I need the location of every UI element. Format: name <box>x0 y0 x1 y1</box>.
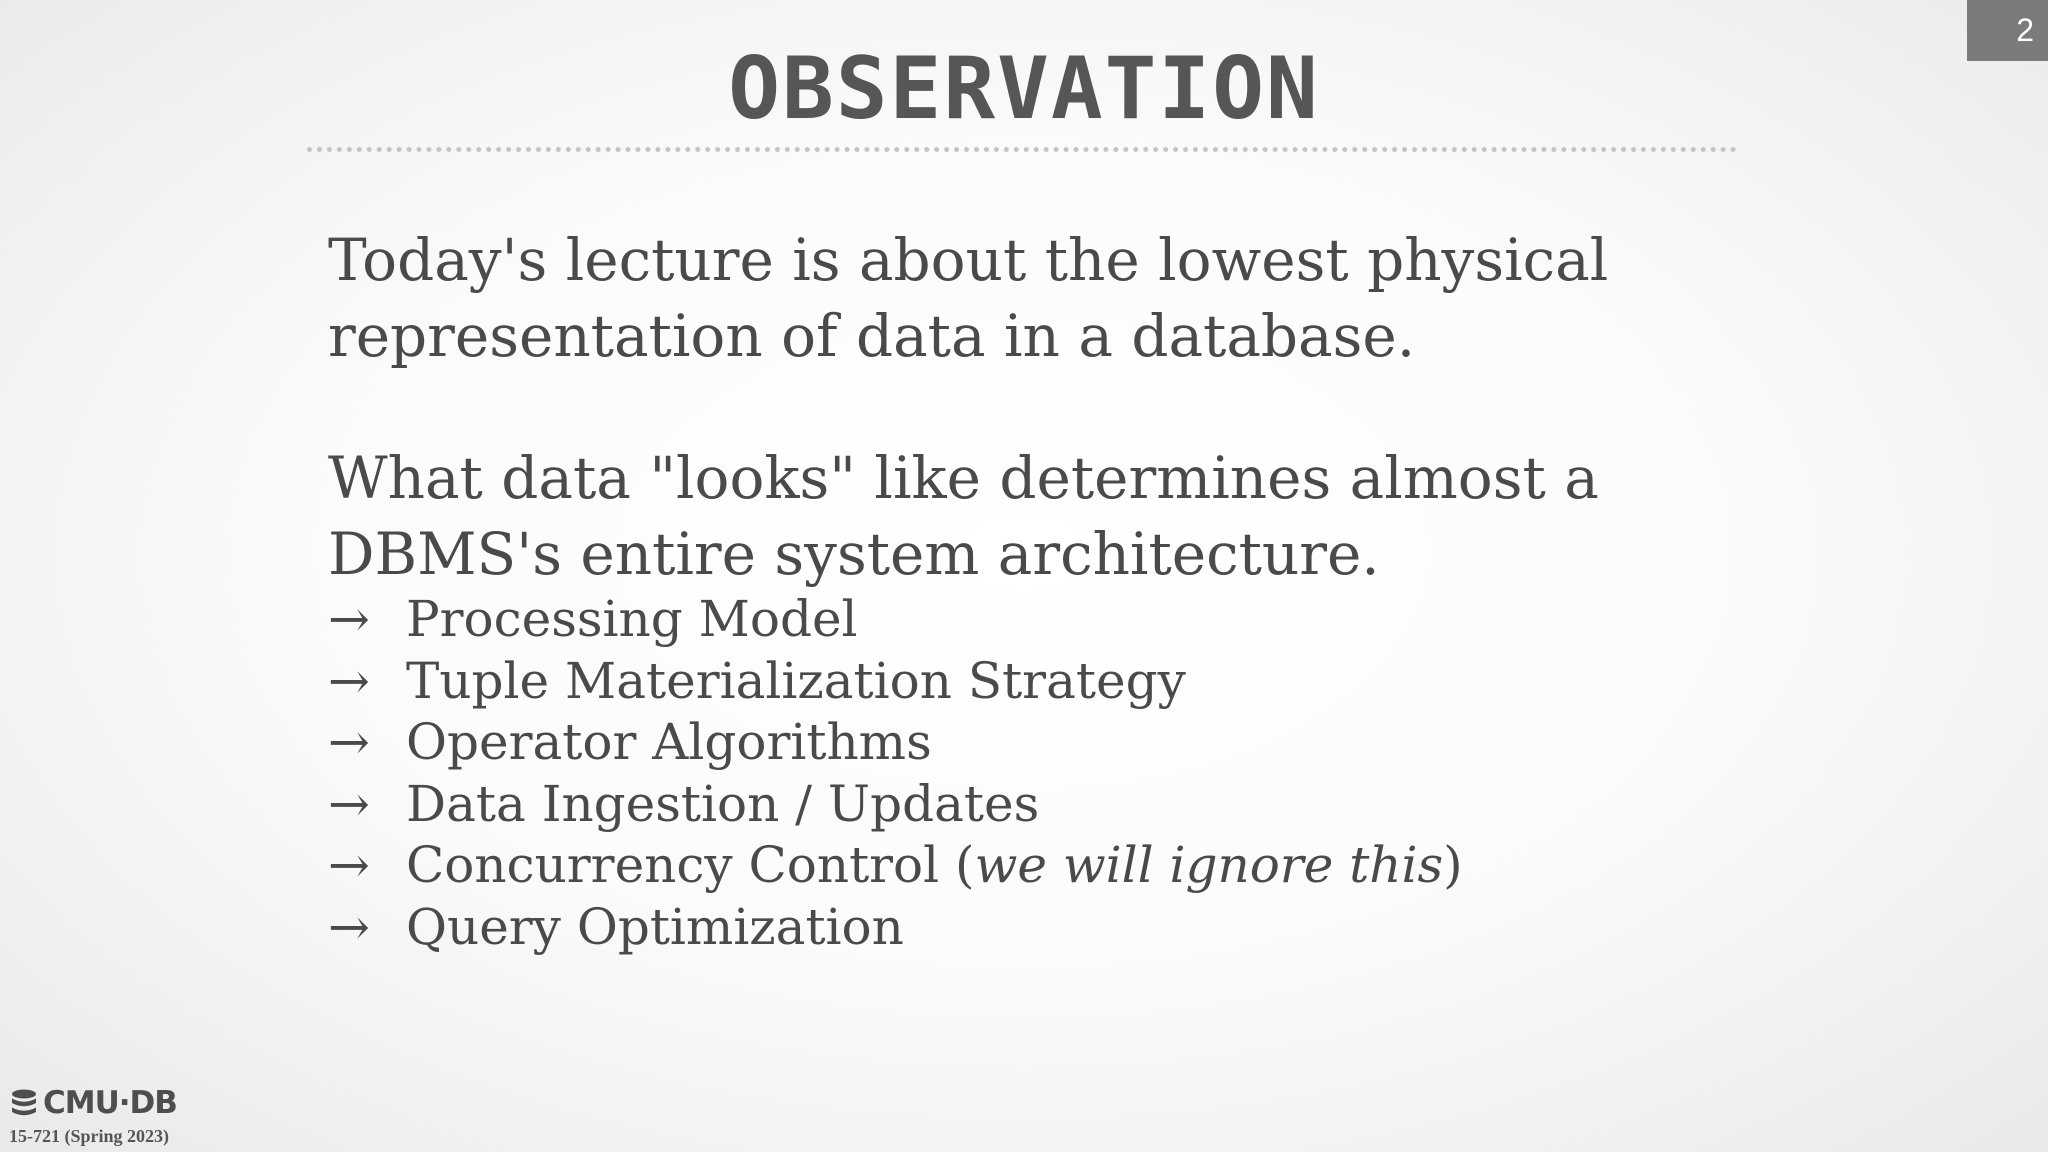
title-divider <box>307 147 1737 152</box>
list-item-text: Data Ingestion / Updates <box>406 774 1040 833</box>
list-item-text: Operator Algorithms <box>406 713 932 771</box>
list-item-text: Processing Model <box>406 590 858 648</box>
list-item-text <box>406 835 1463 897</box>
arrow-icon: → <box>328 713 370 771</box>
list-item <box>328 712 1768 774</box>
paragraph-lecture-topic: Today's lecture is about the lowest physical representation of data in a database. <box>328 226 1609 370</box>
page-number-badge: 2 <box>1967 0 2048 61</box>
list-item <box>328 774 1768 836</box>
list-item-text: Query Optimization <box>406 897 904 956</box>
italic-note: we will ignore this <box>974 836 1444 894</box>
list-item <box>328 651 1768 713</box>
database-stack-icon <box>9 1088 39 1118</box>
list-item <box>328 897 1768 959</box>
arrow-icon: → <box>328 590 370 648</box>
arrow-icon: → <box>328 897 370 956</box>
slide-body <box>328 222 1768 958</box>
architecture-aspects-list <box>328 589 1768 958</box>
arrow-icon: → <box>328 651 370 710</box>
list-item-suffix: ) <box>1443 836 1463 894</box>
slide-title: OBSERVATION <box>728 39 1320 139</box>
cmu-db-logo <box>9 1086 177 1120</box>
arrow-icon: → <box>328 836 370 894</box>
paragraph-data-architecture: What data "looks" like determines almost a DBMS's entire system architecture. <box>328 444 1599 588</box>
list-item <box>328 589 1768 651</box>
list-item <box>328 835 1768 897</box>
arrow-icon: → <box>328 774 370 833</box>
course-label: 15-721 (Spring 2023) <box>9 1126 170 1146</box>
logo-text: CMU·DB <box>43 1085 177 1121</box>
list-item-text: Tuple Materialization Strategy <box>406 651 1186 710</box>
list-item-main-text: Concurrency Control ( <box>406 836 975 894</box>
